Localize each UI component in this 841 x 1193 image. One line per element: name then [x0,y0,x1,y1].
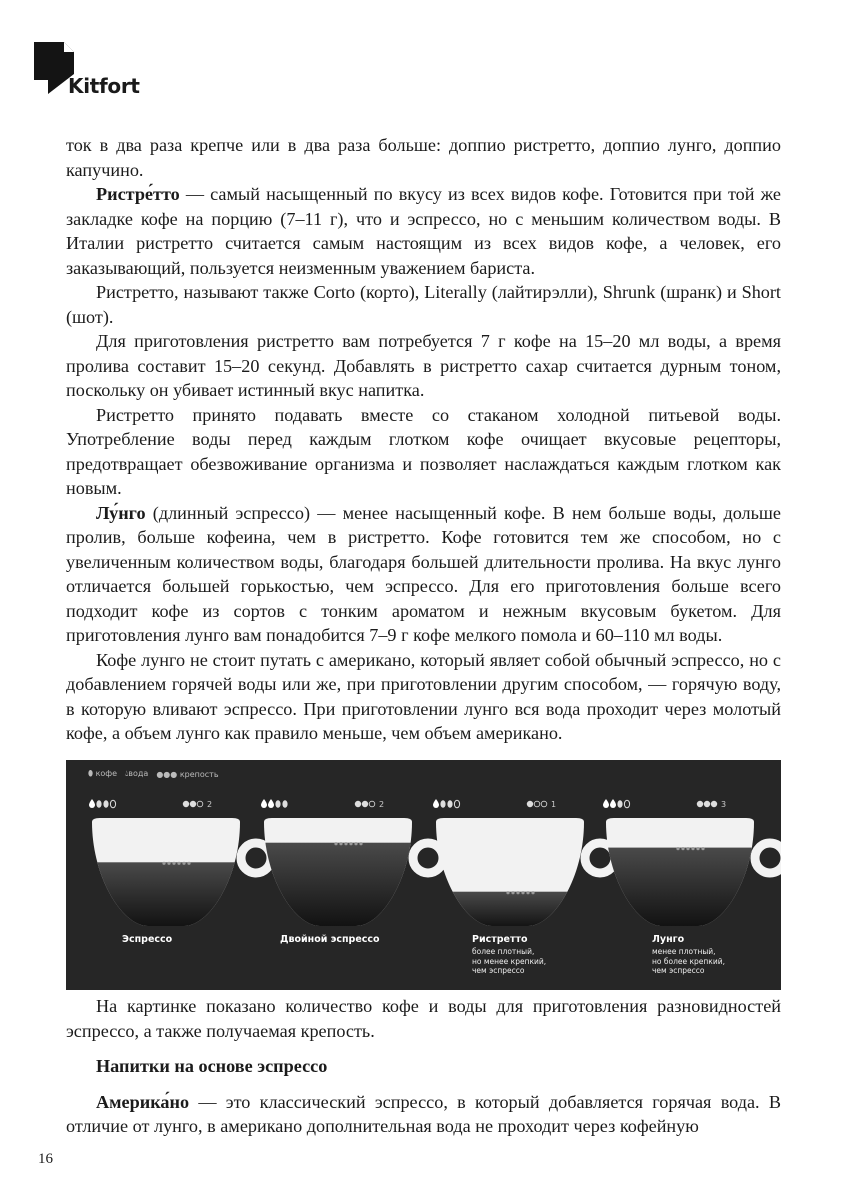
water-drop-icon [433,799,439,808]
cup-caption-espresso: Эспрессо [122,934,173,945]
coffee-bean-icon [275,800,280,808]
crema-bubble [359,842,362,845]
paragraph: Ристретто, называют также Corto (корто), Literally (лайтирэлли), Shrunk (шранк) и Short (шот). [66,282,781,327]
strength-dot-icon [190,801,196,807]
coffee-fill [92,862,240,928]
strength-dot-icon [711,801,717,807]
paragraph: На картинке показано количество кофе и воды для приготовления разновидностей эспрессо, а также получаемая крепость. [66,996,781,1041]
coffee-bean-icon [617,800,622,808]
coffee-bean-icon: ⬮ [88,769,94,778]
water-drop-icon [610,799,616,808]
crema-bubble [182,862,185,865]
strength-dot-icon [355,801,361,807]
crema-bubble [172,862,175,865]
crema-bubble [696,847,699,850]
strength-dot-icon [697,801,703,807]
crema-bubble [187,862,190,865]
coffee-cup [603,799,781,928]
strength-value: 3 [721,800,727,809]
strength-dot-icon [704,801,710,807]
cup-caption-lungo: Лунго менее плотный, но более крепкий, чем эспрессо [652,934,725,975]
crema-bubble [354,842,357,845]
brand-name: Kitfort [68,74,140,98]
strength-value: 2 [207,800,213,809]
coffee-cups-figure [66,760,781,990]
strength-value: 2 [379,800,385,809]
coffee-bean-icon [447,800,452,808]
crema-bubble [701,847,704,850]
legend-coffee: ⬮ кофе [88,769,118,778]
crema-bubble [167,862,170,865]
crema-bubble [521,891,524,894]
crema-bubble [339,842,342,845]
crema-bubble [681,847,684,850]
strength-dot-icon [183,801,189,807]
coffee-bean-icon [440,800,445,808]
coffee-fill [436,892,584,928]
crema-bubble [349,842,352,845]
paragraph: Для приготовления ристретто вам потребуется 7 г кофе на 15–20 мл воды, а время пролива составит 15–20 секунд. Добавлять в ристретто сахар считается дурным тоном, поскольку он убивает истинный вкус напитка. [66,331,781,400]
coffee-cup [89,799,271,928]
water-drop-icon: 💧︎ [125,769,129,778]
paragraph: Лу́нго (длинный эспрессо) — менее насыщенный кофе. В нем больше воды, дольше пролив, больше кофеина, чем в ристретто. Кофе готовится тем же способом, но с увеличенным количеством воды, благодаря большей длительности пролива. На вкус лунго отличается большей горькостью, чем эспрессо. Для его приготовления больше всего подходит кофе из сортов с тонким ароматом и нежным вкусовым букетом. Для приготовления лунго вам понадобится 7–9 г кофе мелкого помола и 60–110 мл воды. [66,502,781,645]
coffee-bean-outline-icon [624,800,629,808]
section-heading: Напитки на основе эспрессо [96,1056,328,1076]
strength-dots-icon: ●●● [156,769,178,779]
strength-dot-icon [197,801,203,807]
cup-caption-double-espresso: Двойной эспрессо [280,934,380,945]
water-drop-icon [603,799,609,808]
crema-bubble [526,891,529,894]
page-number: 16 [38,1151,53,1167]
paragraph: Кофе лунго не стоит путать с американо, который являет собой обычный эспрессо, но с добавлением горячей воды или же, при приготовлении другим способом, — горячую воду, в которую вливают эспрессо. При приготовлении лунго вся вода проходит через молотый кофе, а объем лунго как правило меньше, чем объем американо. [66,649,781,743]
water-drop-icon [261,799,267,808]
crema-bubble [686,847,689,850]
cup-handle [755,843,781,873]
coffee-bean-outline-icon [110,800,115,808]
coffee-bean-icon [103,800,108,808]
crema-bubble [516,891,519,894]
crema-bubble [676,847,679,850]
water-drop-icon [268,799,274,808]
water-drop-icon [89,799,95,808]
crema-bubble [531,891,534,894]
coffee-cup [261,799,443,928]
paragraph: Ристретто принято подавать вместе со стаканом холодной питьевой воды. Употребление воды перед каждым глотком кофе очищает вкусовые рецепторы, предотвращает обезвоживание организма и позволяет наслаждаться каждым глотком как новым. [66,404,781,498]
crema-bubble [691,847,694,850]
article-text-bottom [66,994,781,1139]
paragraph: ток в два раза крепче или в два раза больше: доппио ристретто, доппио лунго, доппио капучино. [66,135,781,180]
crema-bubble [334,842,337,845]
strength-value: 1 [551,800,557,809]
paragraph: Америка́но — это классический эспрессо, в который добавляется горячая вода. В отличие от лунго, в американо дополнительная вода не проходит через кофейную [66,1091,781,1136]
coffee-fill [606,848,754,928]
cup-caption-ristretto: Ристретто более плотный, но менее крепкий, чем эспрессо [472,934,547,975]
crema-bubble [177,862,180,865]
article-text-top [66,133,781,746]
legend-strength: ●●● крепость [156,769,219,779]
legend-water: 💧︎вода [125,769,149,778]
coffee-bean-icon [96,800,101,808]
strength-dot-icon [369,801,375,807]
crema-bubble [162,862,165,865]
strength-dot-icon [541,801,547,807]
coffee-bean-icon [282,800,287,808]
crema-bubble [506,891,509,894]
coffee-bean-outline-icon [454,800,459,808]
crema-bubble [511,891,514,894]
strength-dot-icon [534,801,540,807]
paragraph: Ристре́тто — самый насыщенный по вкусу из всех видов кофе. Готовится при той же закладке кофе на порцию (7–11 г), что и эспрессо, но с меньшим количеством воды. В Италии ристретто считается самым настоящим из всех видов кофе, а человек, его заказывающий, пользуется неизменным уважением бариста. [66,184,781,278]
crema-bubble [344,842,347,845]
coffee-cup [433,799,615,928]
strength-dot-icon [362,801,368,807]
coffee-fill [264,843,412,928]
strength-dot-icon [527,801,533,807]
